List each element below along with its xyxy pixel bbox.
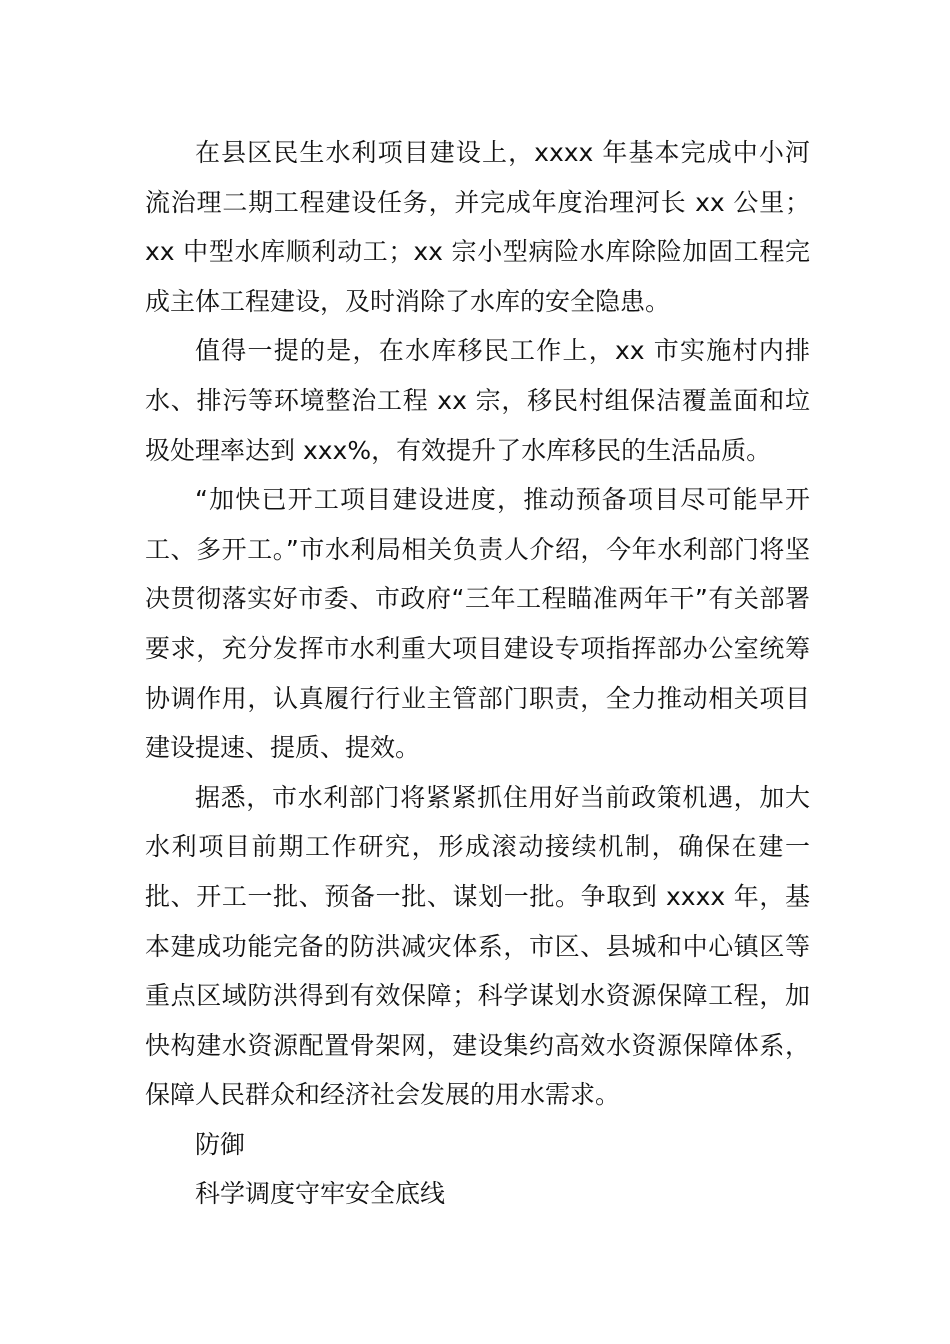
- document-body: [145, 128, 810, 1219]
- paragraph-policy-plans: 据悉，市水利部门将紧紧抓住用好当前政策机遇，加大水利项目前期工作研究，形成滚动接续机制，确保在建一批、开工一批、预备一批、谋划一批。争取到 xxxx 年，基本建成功能完备的防洪减灾体系，市区、县城和中心镇区等重点区域防洪得到有效保障；科学谋划水资源保障工程，加快构建水资源配置骨架网，建设集约高效水资源保障体系，保障人民群众和经济社会发展的用水需求。: [145, 782, 810, 1110]
- paragraph-project-progress: “加快已开工项目建设进度，推动预备项目尽可能早开工、多开工。”市水利局相关负责人介绍，今年水利部门将坚决贯彻落实好市委、市政府“三年工程瞄准两年干”有关部署要求，充分发挥市水利重大项目建设专项指挥部办公室统筹协调作用，认真履行行业主管部门职责，全力推动相关项目建设提速、提质、提效。: [145, 485, 810, 763]
- paragraph-county-projects: 在县区民生水利项目建设上，xxxx 年基本完成中小河流治理二期工程建设任务，并完成年度治理河长 xx 公里；xx 中型水库顺利动工；xx 宗小型病险水库除险加固工程完成主体工程建设，及时消除了水库的安全隐患。: [145, 138, 810, 316]
- paragraph-reservoir-resettlement: 值得一提的是，在水库移民工作上，xx 市实施村内排水、排污等环境整治工程 xx 宗，移民村组保洁覆盖面和垃圾处理率达到 xxx%，有效提升了水库移民的生活品质。: [145, 336, 810, 465]
- section-heading-defense: 防御: [195, 1129, 246, 1159]
- section-subheading-dispatch: 科学调度守牢安全底线: [195, 1179, 446, 1209]
